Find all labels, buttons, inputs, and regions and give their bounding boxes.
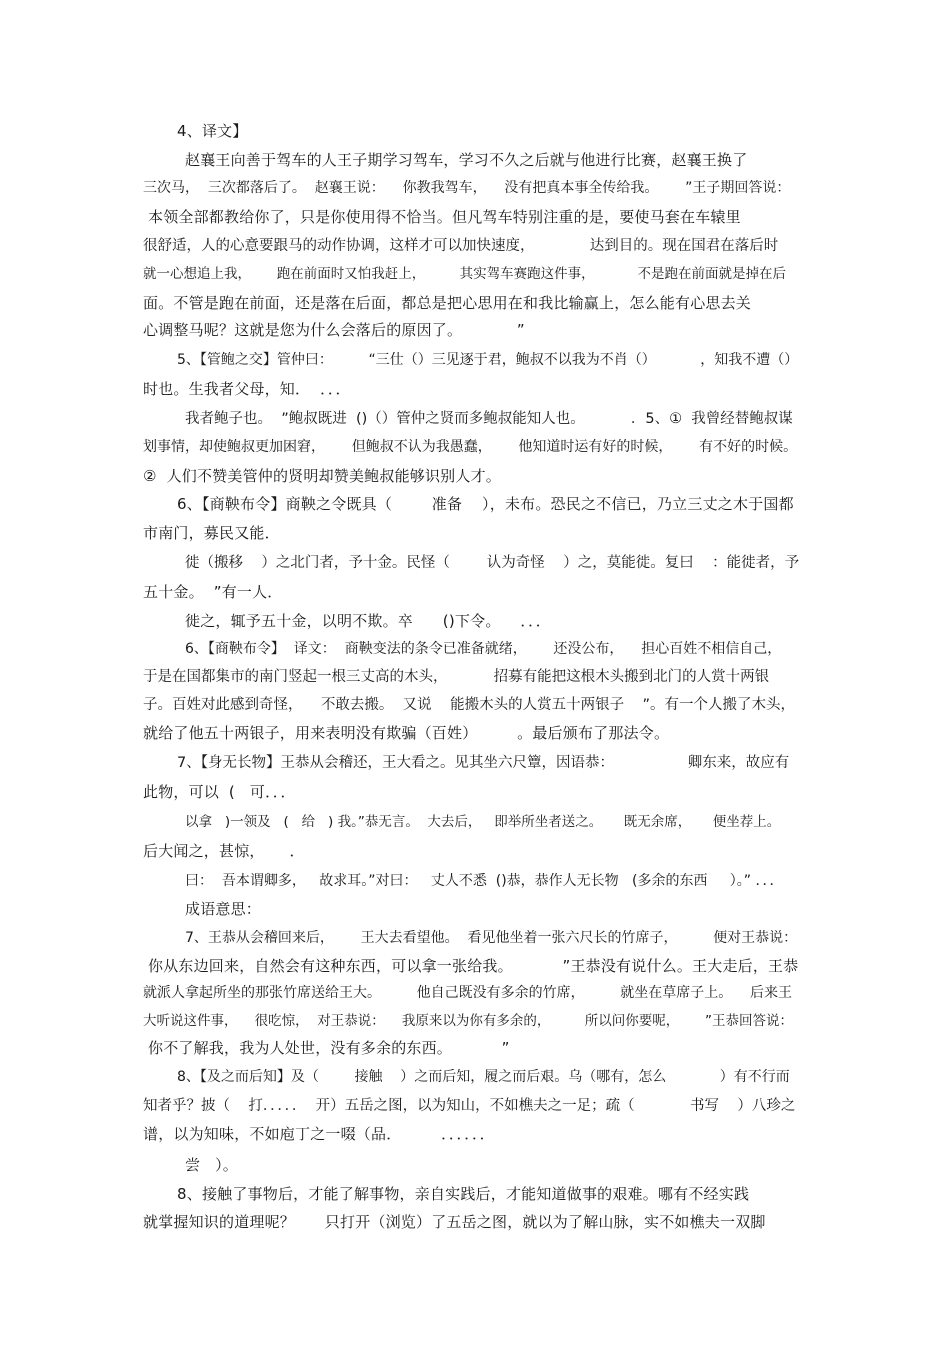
- text-line: 市南门，募民又能．: [143, 524, 280, 542]
- text-line: ② 人们不赞美管仲的贤明却赞美鲍叔能够识别人才。: [143, 467, 501, 485]
- text-line: 你从东边回来，自然会有这种东西，可以拿一张给我。 ”王恭没有说什么。王大走后，王恭: [148, 957, 799, 975]
- text-line: 很舒适，人的心意要跟马的动作协调，这样才可以加快速度， 达到目的。现在国君在落后时: [143, 238, 779, 254]
- text-line: 子。百姓对此感到奇怪， 不敢去搬。 又说 能搬木头的人赏五十两银子 ”。有一个人搬了木头，: [143, 697, 796, 713]
- text-line: 你不了解我，我为人处世，没有多余的东西。 ”: [148, 1039, 510, 1057]
- text-line: 徙（搬移 ）之北门者，予十金。民怪（ 认为奇怪 ）之，莫能徙。复曰 ：能徙者，予: [185, 555, 800, 571]
- text-line: 4、译文】: [177, 122, 248, 140]
- text-line: 8、接触了事物后，才能了解事物，亲自实践后，才能知道做事的艰难。哪有不经实践: [177, 1185, 750, 1203]
- text-line: 7、【身无长物】王恭从会稽还，王大看之。见其坐六尺簟，因语恭： 卿东来，故应有: [177, 755, 790, 771]
- text-line: 本领全部都教给你了，只是你使用得不恰当。但凡驾车特别注重的是，要使马套在车辕里: [148, 208, 741, 226]
- text-line: 面。不管是跑在前面，还是落在后面，都总是把心思用在和我比输赢上，怎么能有心思去关: [143, 294, 752, 312]
- text-line: 6、【商鞅布令】 译文： 商鞅变法的条令已准备就绪， 还没公布， 担心百姓不相信自己，: [185, 641, 782, 657]
- text-line: 以拿 )一领及 ( 给 ) 我。”恭无言。 大去后， 即举所坐者送之。 既无余席， 便坐荐上。: [185, 814, 781, 830]
- text-line: 此物，可以 ( 可．．．: [143, 783, 296, 801]
- text-line: 知者乎？披（ 打．．．．． 开）五岳之图，以为知山，不如樵夫之一足；疏（ 书写 ）八珍之: [143, 1098, 796, 1114]
- text-line: 划事情，却使鲍叔更加困窘， 但鲍叔不认为我愚蠢， 他知道时运有好的时候， 有不好的时候。: [143, 439, 798, 455]
- text-line: 谱，以为知味，不如庖丁之一啜（品． ．．．．．．: [143, 1125, 495, 1143]
- text-line: 三次马， 三次都落后了。 赵襄王说： 你教我驾车， 没有把真本事全传给我。 ”王子期回答说：: [143, 180, 791, 196]
- text-line: 于是在国都集市的南门竖起一根三丈高的木头， 招募有能把这根木头搬到北门的人赏十两银: [143, 669, 770, 685]
- text-line: 8、【及之而后知】及（ 接触 ）之而后知，履之而后艰。乌（哪有，怎么 ）有不行而: [177, 1069, 790, 1085]
- text-line: 时也。生我者父母，知． ．．．: [143, 380, 351, 398]
- text-line: 心调整马呢？这就是您为什么会落后的原因了。 ”: [143, 321, 525, 339]
- text-line: 就掌握知识的道理呢？ 只打开（浏览）了五岳之图，就以为了解山脉，实不如樵夫一双脚: [143, 1213, 766, 1231]
- text-line: 曰： 吾本谓卿多， 故求耳。”对曰： 丈人不悉 ()恭，恭作人无长物 (多余的东西 ）。” ．．．: [185, 873, 784, 889]
- text-line: 7、王恭从会稽回来后， 王大去看望他。 看见他坐着一张六尺长的竹席子， 便对王恭说：: [185, 930, 798, 946]
- text-line: 赵襄王向善于驾车的人王子期学习驾车，学习不久之后就与他进行比赛，赵襄王换了: [185, 151, 748, 169]
- text-line: 我者鲍子也。 ”鲍叔既进 ()（）管仲之贤而多鲍叔能知人也。 ．5、① 我曾经替鲍叔谋: [185, 411, 793, 427]
- text-line: 6、【商鞅布令】商鞅之令既具（ 准备 ），未布。恐民之不信已，乃立三丈之木于国都: [177, 495, 794, 513]
- text-line: 徙之，辄予五十金，以明不欺。卒 ()下令。 ．．．: [185, 612, 551, 630]
- text-line: 后大闻之，甚惊， ．: [143, 842, 305, 860]
- text-line: 五十金。 ”有一人．: [143, 583, 283, 601]
- text-line: 5、【管鲍之交】管仲曰： “三仕（）三见逐于君，鲍叔不以我为不肖（） ，知我不遭（）: [177, 352, 799, 368]
- text-line: 成语意思：: [185, 900, 262, 918]
- text-line: 大听说这件事， 很吃惊， 对王恭说： 我原来以为你有多余的， 所以问你要呢， ”王恭回答说：: [143, 1013, 793, 1029]
- text-line: 就派人拿起所坐的那张竹席送给王大。 他自己既没有多余的竹席， 就坐在草席子上。 后来王: [143, 985, 793, 1001]
- text-line: 就一心想追上我， 跑在前面时又怕我赶上， 其实驾车赛跑这件事， 不是跑在前面就是掉在后: [143, 266, 786, 282]
- text-line: 就给了他五十两银子，用来表明没有欺骗（百姓） 。最后颁布了那法令。: [143, 724, 670, 742]
- text-line: 尝 ）。: [185, 1156, 239, 1174]
